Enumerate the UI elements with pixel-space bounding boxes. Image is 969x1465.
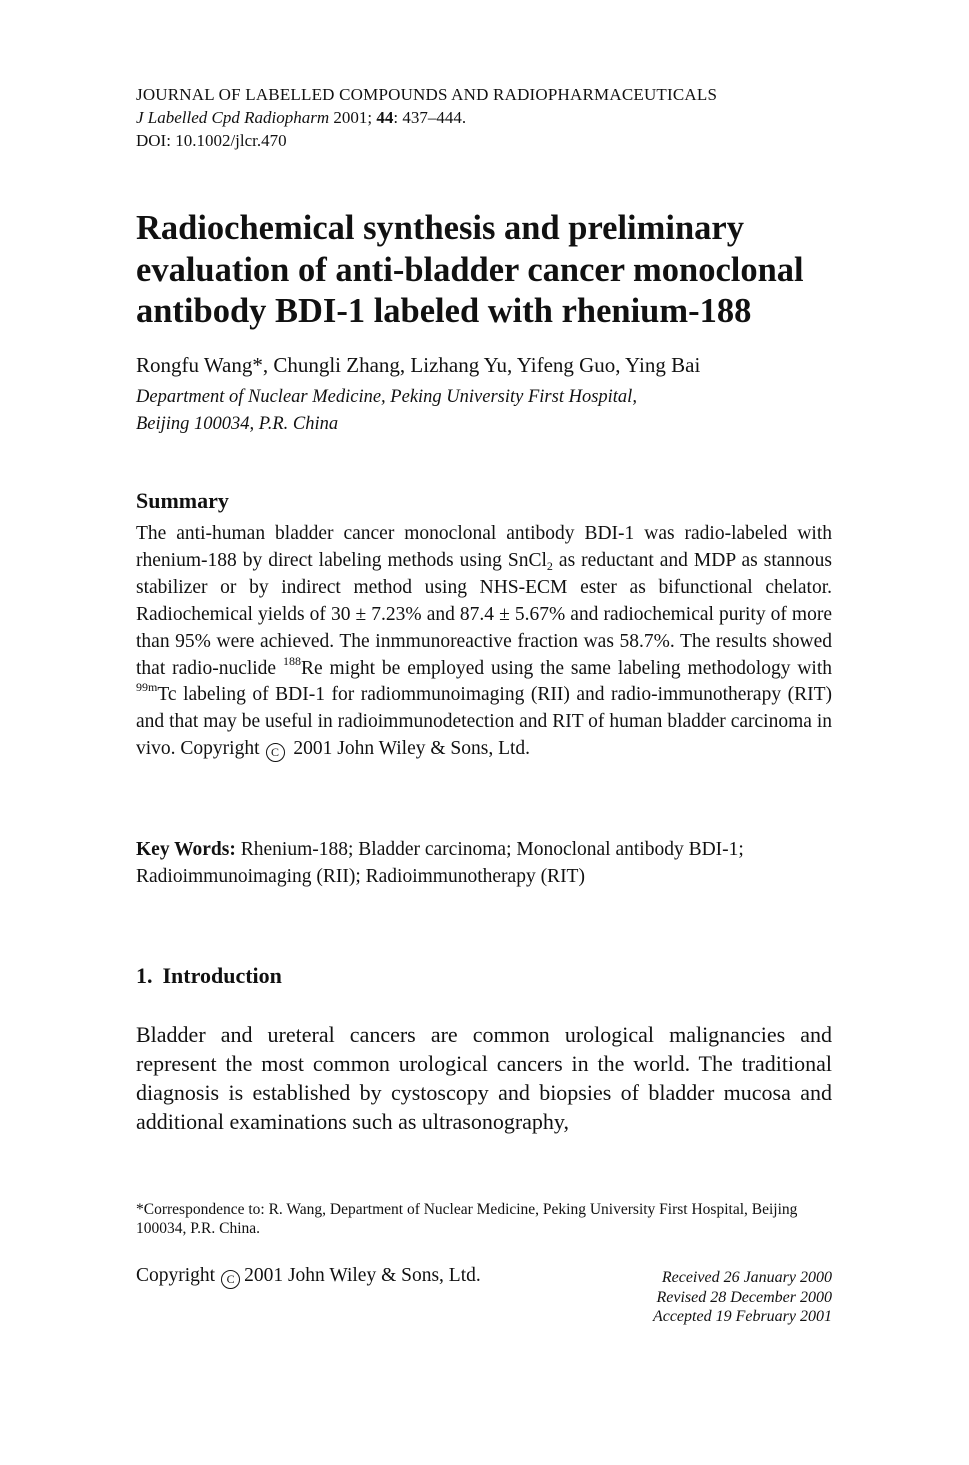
- affiliation-line: Beijing 100034, P.R. China: [136, 414, 339, 434]
- superscript: 99m: [136, 680, 158, 695]
- summary-text-part: The anti-human bladder cancer monoclonal antibody BDI-1 was radio-labeled with rhenium-188 by direct labeling methods using SnCl: [136, 523, 832, 571]
- copyright-label: Copyright: [136, 1265, 216, 1286]
- title-line: antibody BDI-1 labeled with rhenium-188: [136, 292, 752, 330]
- article-title: [136, 208, 856, 333]
- summary-text-part: 2001 John Wiley & Sons, Ltd.: [288, 738, 531, 760]
- title-line: evaluation of anti-bladder cancer monoclonal: [136, 250, 804, 289]
- subscript: 2: [546, 558, 553, 573]
- journal-name: JOURNAL OF LABELLED COMPOUNDS AND RADIOPHARMACEUTICALS: [136, 85, 718, 104]
- affiliation-line: Department of Nuclear Medicine, Peking University First Hospital,: [136, 387, 637, 407]
- summary-text-part: Tc labeling of BDI-1 for radiommunoimaging (RII) and radio-immunotherapy (RIT) and that may be useful in radioimmunodetection and RIT of human bladder carcinoma in vivo. Copyright: [136, 684, 832, 760]
- section-number: 1.: [136, 963, 153, 988]
- journal-citation: [136, 106, 717, 129]
- journal-volume: 44: [376, 108, 394, 127]
- accepted-date: Accepted 19 February 2001: [652, 1308, 832, 1325]
- journal-abbrev: J Labelled Cpd Radiopharm: [136, 108, 330, 127]
- author-list: Rongfu Wang*, Chungli Zhang, Lizhang Yu, Yifeng Guo, Ying Bai: [136, 353, 701, 377]
- section-heading-introduction: [136, 963, 282, 989]
- affiliation: [136, 384, 637, 438]
- keywords: [136, 836, 832, 890]
- keywords-label: Key Words:: [136, 839, 236, 860]
- journal-header: [136, 83, 717, 152]
- superscript: 188: [282, 653, 301, 668]
- section-title: Introduction: [162, 963, 282, 988]
- summary-text-part: Re might be employed using the same labeling methodology with: [300, 657, 832, 679]
- journal-year: 2001;: [333, 108, 373, 127]
- journal-doi: DOI: 10.1002/jlcr.470: [136, 131, 287, 150]
- correspondence-footnote: *Correspondence to: R. Wang, Department of Nuclear Medicine, Peking University First Hospital, Beijing 100034, P.R. China.: [136, 1201, 798, 1237]
- copyright-icon: C: [266, 743, 285, 762]
- revised-date: Revised 28 December 2000: [656, 1288, 832, 1306]
- title-line: Radiochemical synthesis and preliminary: [136, 209, 744, 247]
- received-date: Received 26 January 2000: [661, 1269, 832, 1286]
- summary-heading: Summary: [136, 488, 229, 513]
- article-history: [653, 1268, 832, 1327]
- introduction-paragraph: Bladder and ureteral cancers are common urological malignancies and represent the most common urological cancers in the world. The traditional diagnosis is established by cystoscopy and biopsies of bladder mucosa and additional examinations such as ultrasonography,: [136, 1022, 832, 1134]
- footer-copyright: [136, 1265, 481, 1289]
- keywords-text: Rhenium-188; Bladder carcinoma; Monoclonal antibody BDI-1; Radioimmunoimaging (RII); Radioimmunotherapy (RIT): [136, 839, 744, 887]
- copyright-icon: C: [221, 1270, 240, 1289]
- journal-pages: : 437–444.: [393, 108, 467, 127]
- summary-text-part: as reductant and MDP as stannous stabilizer or by indirect method using NHS-ECM ester as bifunctional chelator. Radiochemical yields of 30 ± 7.23% and 87.4 ± 5.67% and radiochemical purity of more than 95% were achieved. The inmmunoreactive fraction was 58.7%. The results showed that radio-nuclide: [136, 549, 832, 679]
- summary-paragraph: [136, 521, 832, 763]
- copyright-text: 2001 John Wiley & Sons, Ltd.: [244, 1265, 481, 1286]
